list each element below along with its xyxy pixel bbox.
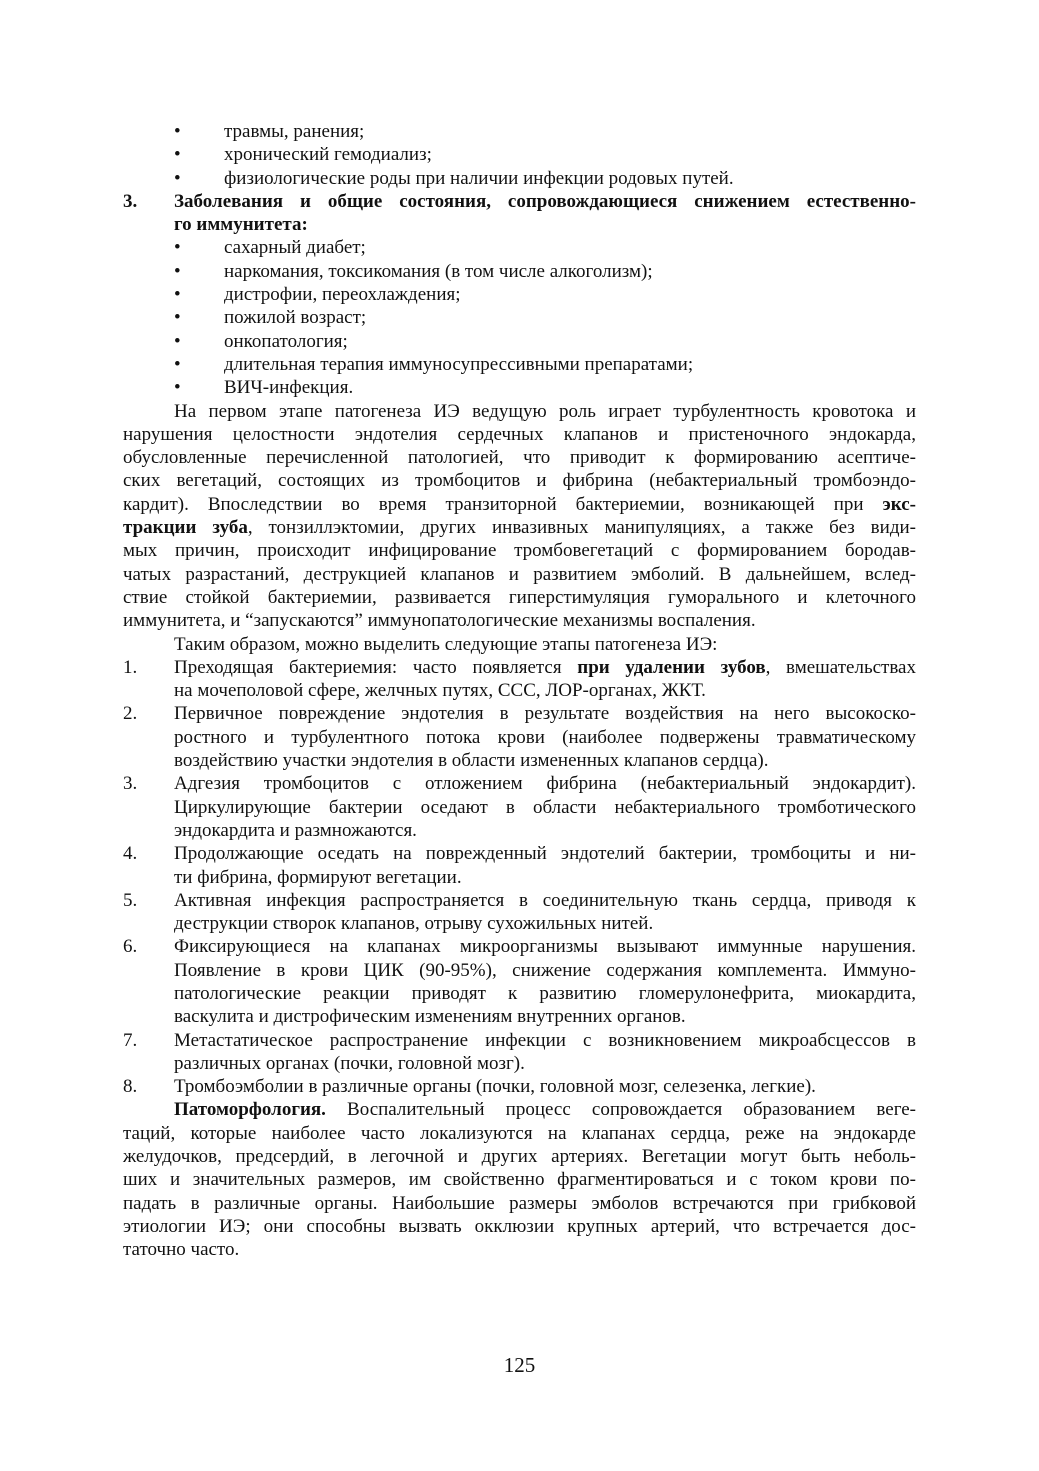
stage-item: 1. Преходящая бактериемия: часто появляется при удалении зубов, вмешательствах на мочеполовой сфере, желчных путях, ССС, ЛОР-органах, ЖКТ. xyxy=(123,656,916,702)
bullet-icon: • xyxy=(174,353,181,375)
stage-item: 2. Первичное повреждение эндотелия в результате воздействия на него высокоско- ростного и турбулентного потока крови (наиболее подвержены травматическому воздействию участки эндотелия в области измененных клапанов сердца). xyxy=(123,703,916,772)
stage-item: 6. Фиксирующиеся на клапанах микроорганизмы вызывают иммунные нарушения. Появление в крови ЦИК (90-95%), снижение содержания комплемента. Иммуно- патологические реакции приводят к развитию гломерулонефрита, миокардита, васкулита и дистрофическим изменениям внутренних органов. xyxy=(123,936,916,1028)
stage-item: 3. Адгезия тромбоцитов с отложением фибрина (небактериальный эндокардит). Циркулирующие бактерии оседают в области небактериального тромботического эндокардита и размножаются. xyxy=(123,773,916,841)
page-body xyxy=(123,120,916,1262)
bullet-icon: • xyxy=(174,237,181,259)
paragraph-stages-intro: Таким образом, можно выделить следующие этапы патогенеза ИЭ: xyxy=(174,633,718,655)
bullet-icon: • xyxy=(174,260,181,282)
list-item: • физиологические роды при наличии инфекции родовых путей. xyxy=(174,167,734,189)
stage-item: 4. Продолжающие оседать на поврежденный эндотелий бактерии, тромбоциты и ни- ти фибрина, формируют вегетации. xyxy=(123,843,916,888)
bullet-icon: • xyxy=(174,377,181,399)
list-item: • ВИЧ-инфекция. xyxy=(174,377,354,399)
list-item: • дистрофии, переохлаждения; xyxy=(174,284,461,306)
stage-item: 8. Тромбоэмболии в различные органы (почки, головной мозг, селезенка, легкие). xyxy=(123,1076,816,1098)
section-heading: 3. Заболевания и общие состояния, сопровождающиеся снижением естественно- го иммунитета: xyxy=(123,190,916,236)
bullet-icon: • xyxy=(174,121,181,142)
stage-item: 5. Активная инфекция распространяется в соединительную ткань сердца, приводя к деструкции створок клапанов, отрыву сухожильных нитей. xyxy=(123,889,916,935)
page-number: 125 xyxy=(503,1353,536,1377)
bullet-icon: • xyxy=(174,330,181,352)
list-item: • травмы, ранения; xyxy=(174,121,365,142)
list-item: • сахарный диабет; xyxy=(174,237,366,259)
bullet-icon: • xyxy=(174,144,181,166)
bullet-icon: • xyxy=(174,167,181,189)
list-item: • пожилой возраст; xyxy=(174,307,367,329)
list-item: • онкопатология; xyxy=(174,330,348,352)
list-item: • хронический гемодиализ; xyxy=(174,144,432,166)
stage-item: 7. Метастатическое распространение инфекции с возникновением микроабсцессов в различных органах (почки, головной мозг). xyxy=(123,1029,916,1074)
bullet-icon: • xyxy=(174,307,181,329)
bullet-icon: • xyxy=(174,284,181,306)
paragraph-pathogenesis: На первом этапе патогенеза ИЭ ведущую роль играет турбулентность кровотока и нарушения целостности эндотелия сердечных клапанов и пристеночного эндокарда, обусловленные перечисленной патологией, что приводит к формированию асептиче- ских вегетаций, состоящих из тромбоцитов и фибрина (небактериальный тромбоэндо- кардит). Впоследствии во время транзиторной бактериемии, возникающей при экс- тракции зуба, тонзиллэктомии, других инвазивных манипуляциях, а также без види- мых причин, происходит инфицирование тромбовегетаций с формированием бородав- чатых разрастаний, деструкцией клапанов и развитием эмболий. В дальнейшем, вслед- ствие стойкой бактериемии, развивается гиперстимуляция гуморального и клеточного иммунитета, и “запускаются” иммунопатологические механизмы воспаления. xyxy=(123,400,916,632)
paragraph-pathomorphology: Патоморфология. Воспалительный процесс сопровождается образованием веге- таций, которые наиболее часто локализуются на клапанах сердца, реже на эндокарде желудочков, предсердий, в легочной и других артериях. Вегетации могут быть неболь- ших и значительных размеров, им свойственно фрагментироваться и с током крови по- падать в различные органы. Наибольшие размеры эмболов встречаются при грибковой этиологии ИЭ; они способны вызвать окклюзии крупных артерий, что встречается дос- таточно часто. xyxy=(123,1099,916,1261)
list-item: • наркомания, токсикомания (в том числе алкоголизм); xyxy=(174,260,653,282)
list-item: • длительная терапия иммуносупрессивными препаратами; xyxy=(174,353,694,375)
